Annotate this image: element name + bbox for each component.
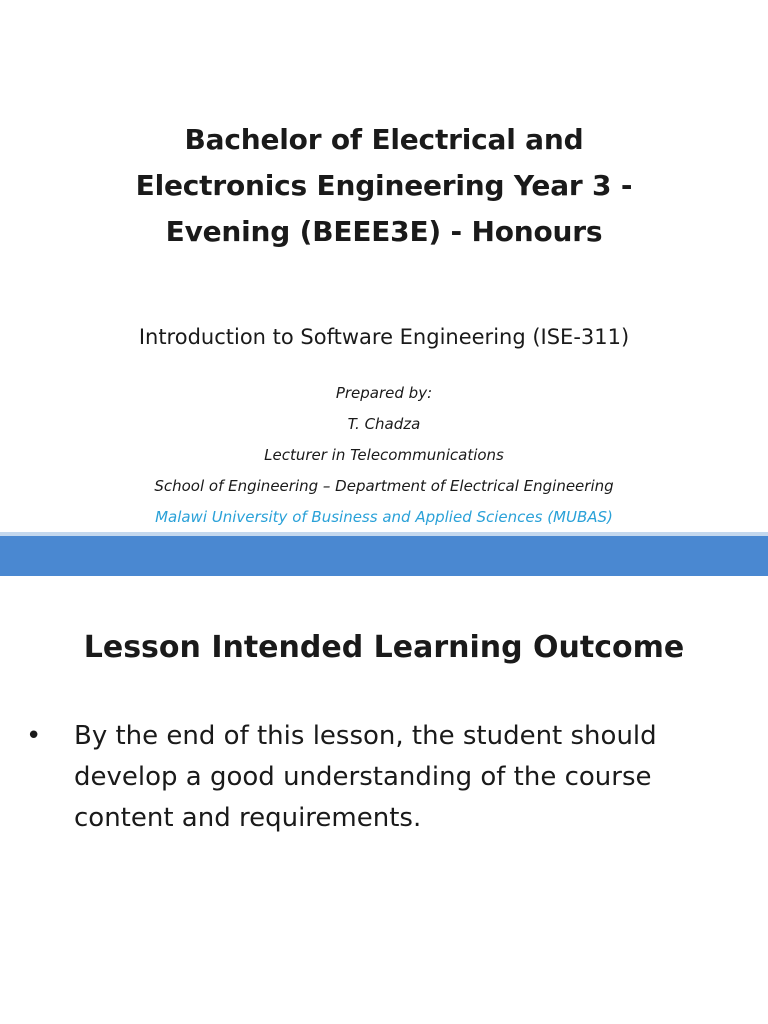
course-subtitle: Introduction to Software Engineering (ISE-311) [138,325,630,349]
slide-divider-band [0,536,768,576]
prepared-by-label: Prepared by: [335,384,433,402]
bullet-line-1: By the end of this lesson, the student should [74,721,657,751]
title-line-3: Evening (BEEE3E) - Honours [165,215,603,248]
bullet-dot-icon: • [26,721,42,751]
bullet-text [74,716,726,839]
bullet-line-2: develop a good understanding of the course [74,762,652,792]
author-role: Lecturer in Telecommunications [264,446,504,464]
department-line: School of Engineering – Department of Electrical Engineering [154,477,614,495]
slide-main-title [40,117,728,255]
credits-block [20,380,748,535]
title-line-2: Electronics Engineering Year 3 - [135,169,633,202]
bullet-list [26,716,726,839]
outcome-slide [0,576,768,1024]
bullet-line-3: content and requirements. [74,803,422,833]
author-name: T. Chadza [347,415,421,433]
title-line-1: Bachelor of Electrical and [184,123,584,156]
university-link[interactable]: Malawi University of Business and Applied Sciences (MUBAS) [155,508,613,526]
bullet-item [26,716,726,839]
outcome-slide-title: Lesson Intended Learning Outcome [83,630,685,665]
